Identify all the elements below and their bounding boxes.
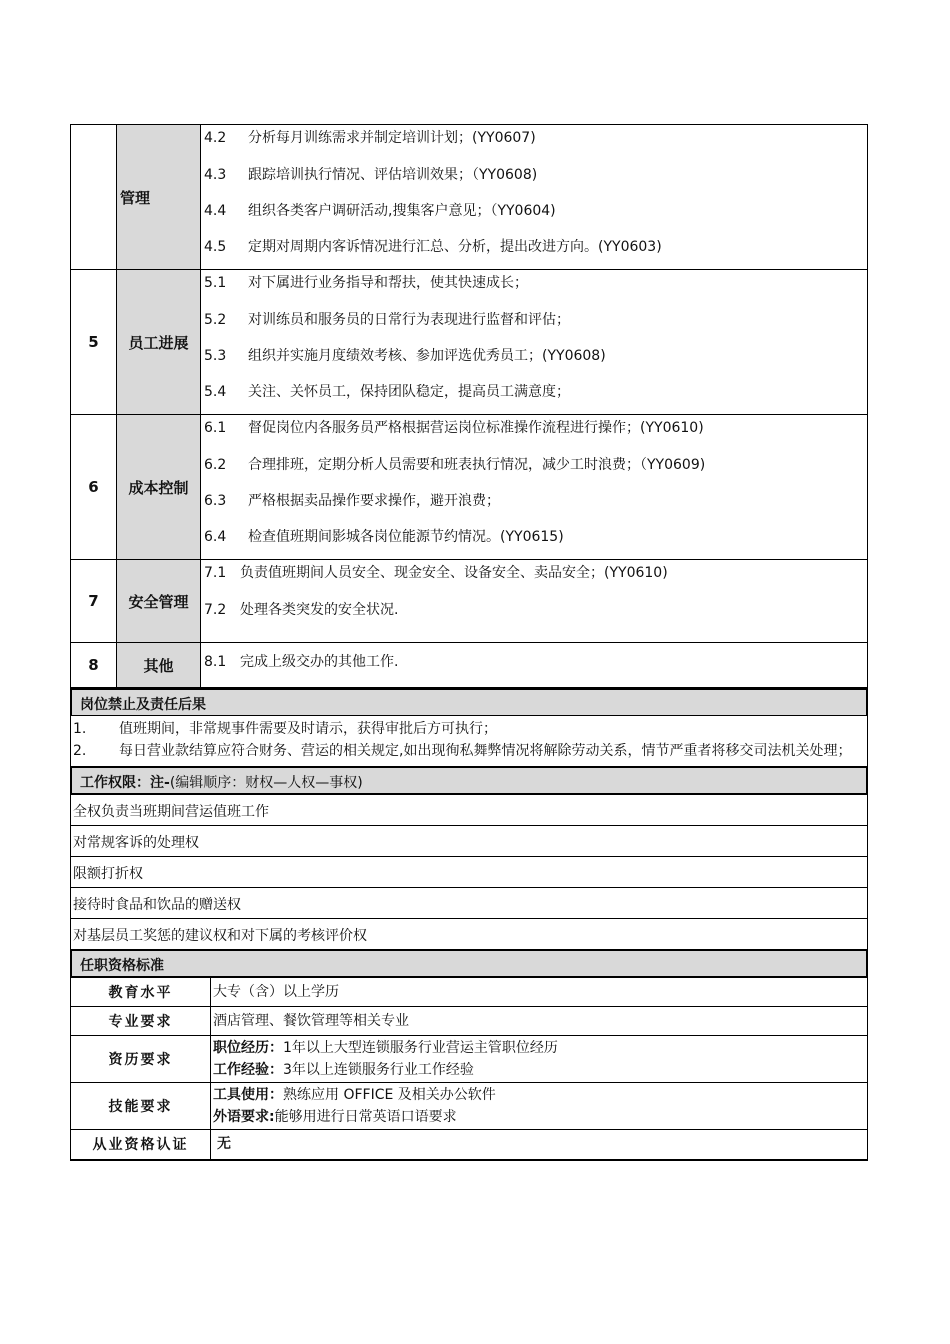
- experience-value-2: 3年以上连锁服务行业工作经验: [283, 1062, 474, 1078]
- duty-items: [201, 560, 868, 643]
- list-item: [201, 523, 867, 559]
- experience-key-2: 工作经验：: [213, 1062, 283, 1078]
- list-item: [201, 233, 867, 269]
- job-description-page: [70, 124, 868, 1161]
- prohibitions-title: 岗位禁止及责任后果: [80, 697, 206, 713]
- experience-value-1: 1年以上大型连锁服务行业营运主管职位经历: [283, 1040, 558, 1056]
- item-text: 严格根据卖品操作要求操作，避开浪费；: [248, 493, 500, 509]
- duty-category: 员工进展: [117, 270, 201, 415]
- duty-number: 6: [71, 415, 117, 560]
- certification-label: 从业资格认证: [71, 1130, 211, 1160]
- duty-items: [201, 270, 868, 415]
- table-row: [71, 270, 868, 415]
- table-row: [71, 1083, 868, 1130]
- table-row: [71, 643, 868, 688]
- duty-category: 安全管理: [117, 560, 201, 643]
- list-item: [201, 560, 867, 596]
- authority-title: 工作权限：注-: [80, 775, 170, 791]
- table-row: [71, 560, 868, 643]
- item-number: 6.3: [204, 493, 227, 509]
- list-item: [201, 487, 867, 523]
- list-item-number: 2.: [73, 743, 87, 759]
- skills-key-1: 工具使用：: [213, 1087, 283, 1103]
- education-value: 大专（含）以上学历: [211, 978, 868, 1007]
- skills-value-2: 能够用进行日常英语口语要求: [274, 1109, 457, 1125]
- item-text: 定期对周期内客诉情况进行汇总、分析，提出改进方向。(YY0603): [248, 239, 662, 255]
- list-item: [201, 270, 867, 306]
- duty-items: [201, 415, 868, 560]
- item-number: 5.1: [204, 275, 227, 291]
- certification-value: 无: [211, 1130, 868, 1160]
- authority-item: 接待时食品和饮品的赠送权: [70, 887, 868, 918]
- duty-category: 其他: [117, 643, 201, 688]
- item-number: 4.5: [204, 239, 227, 255]
- prohibitions-header: [70, 688, 868, 716]
- item-number: 6.1: [204, 420, 227, 436]
- list-item: [201, 306, 867, 342]
- list-item: [201, 596, 867, 642]
- skills-label: 技能要求: [71, 1083, 211, 1130]
- item-number: 7.1: [204, 565, 227, 581]
- item-text: 督促岗位内各服务员严格根据营运岗位标准操作流程进行操作；(YY0610): [248, 420, 704, 436]
- duty-items: [201, 125, 868, 270]
- table-row: [71, 1036, 868, 1083]
- table-row: [71, 1130, 868, 1160]
- item-text: 关注、关怀员工，保持团队稳定，提高员工满意度；: [248, 384, 570, 400]
- item-text: 组织并实施月度绩效考核、参加评选优秀员工；(YY0608): [248, 348, 606, 364]
- duty-items: [201, 643, 868, 688]
- item-text: 组织各类客户调研活动,搜集客户意见；（YY0604): [248, 203, 556, 219]
- item-number: 5.4: [204, 384, 227, 400]
- list-item: [201, 125, 867, 161]
- item-number: 5.2: [204, 312, 227, 328]
- item-number: 4.3: [204, 167, 227, 183]
- qualifications-table: [70, 977, 868, 1161]
- list-item: [201, 643, 867, 687]
- table-row: [71, 415, 868, 560]
- item-text: 检查值班期间影城各岗位能源节约情况。(YY0615): [248, 529, 564, 545]
- major-value: 酒店管理、餐饮管理等相关专业: [211, 1007, 868, 1036]
- authority-item: 对基层员工奖惩的建议权和对下属的考核评价权: [70, 918, 868, 949]
- item-text: 完成上级交办的其他工作.: [240, 654, 399, 670]
- item-number: 4.2: [204, 130, 227, 146]
- list-item: [201, 197, 867, 233]
- major-label: 专业要求: [71, 1007, 211, 1036]
- authority-header: [70, 766, 868, 794]
- item-text: 对训练员和服务员的日常行为表现进行监督和评估；: [248, 312, 570, 328]
- experience-label: 资历要求: [71, 1036, 211, 1083]
- list-item: [201, 342, 867, 378]
- item-text: 对下属进行业务指导和帮扶，使其快速成长；: [248, 275, 528, 291]
- list-item: [201, 161, 867, 197]
- item-number: 7.2: [204, 602, 227, 618]
- skills-value: [211, 1083, 868, 1130]
- list-item-text: 每日营业款结算应符合财务、营运的相关规定,如出现徇私舞弊情况将解除劳动关系，情节严重者将移交司法机关处理；: [119, 743, 852, 759]
- table-row: [71, 1007, 868, 1036]
- item-text: 合理排班，定期分析人员需要和班表执行情况，减少工时浪费；（YY0609): [248, 457, 706, 473]
- item-number: 8.1: [204, 654, 227, 670]
- authority-subtitle: (编辑顺序：财权—人权—事权): [169, 775, 363, 791]
- list-item: [73, 740, 865, 762]
- duty-number: 5: [71, 270, 117, 415]
- list-item: [201, 415, 867, 451]
- skills-value-1: 熟练应用 OFFICE 及相关办公软件: [283, 1087, 496, 1103]
- item-text: 分析每月训练需求并制定培训计划；(YY0607): [248, 130, 536, 146]
- skills-key-2: 外语要求:: [213, 1109, 275, 1125]
- list-item-text: 值班期间，非常规事件需要及时请示，获得审批后方可执行；: [119, 721, 497, 737]
- experience-key-1: 职位经历：: [213, 1040, 283, 1056]
- list-item: [201, 451, 867, 487]
- item-number: 6.2: [204, 457, 227, 473]
- item-number: 4.4: [204, 203, 227, 219]
- qualifications-title: 任职资格标准: [80, 958, 164, 974]
- item-number: 5.3: [204, 348, 227, 364]
- item-text: 跟踪培训执行情况、评估培训效果；（YY0608): [248, 167, 538, 183]
- duties-table: [70, 124, 868, 688]
- item-text: 处理各类突发的安全状况.: [240, 602, 399, 618]
- list-item: [73, 718, 865, 740]
- duty-category: 成本控制: [117, 415, 201, 560]
- duty-number: [71, 125, 117, 270]
- authority-item: 全权负责当班期间营运值班工作: [70, 794, 868, 825]
- duty-number: 7: [71, 560, 117, 643]
- experience-value: [211, 1036, 868, 1083]
- duty-category: 管理: [117, 125, 201, 270]
- item-number: 6.4: [204, 529, 227, 545]
- qualifications-header: [70, 949, 868, 977]
- list-item: [201, 378, 867, 414]
- table-row: [71, 978, 868, 1007]
- list-item-number: 1.: [73, 721, 87, 737]
- table-row: [71, 125, 868, 270]
- prohibitions-list: [70, 716, 868, 766]
- item-text: 负责值班期间人员安全、现金安全、设备安全、卖品安全；(YY0610): [240, 565, 668, 581]
- authority-item: 对常规客诉的处理权: [70, 825, 868, 856]
- duty-number: 8: [71, 643, 117, 688]
- authority-item: 限额打折权: [70, 856, 868, 887]
- education-label: 教育水平: [71, 978, 211, 1007]
